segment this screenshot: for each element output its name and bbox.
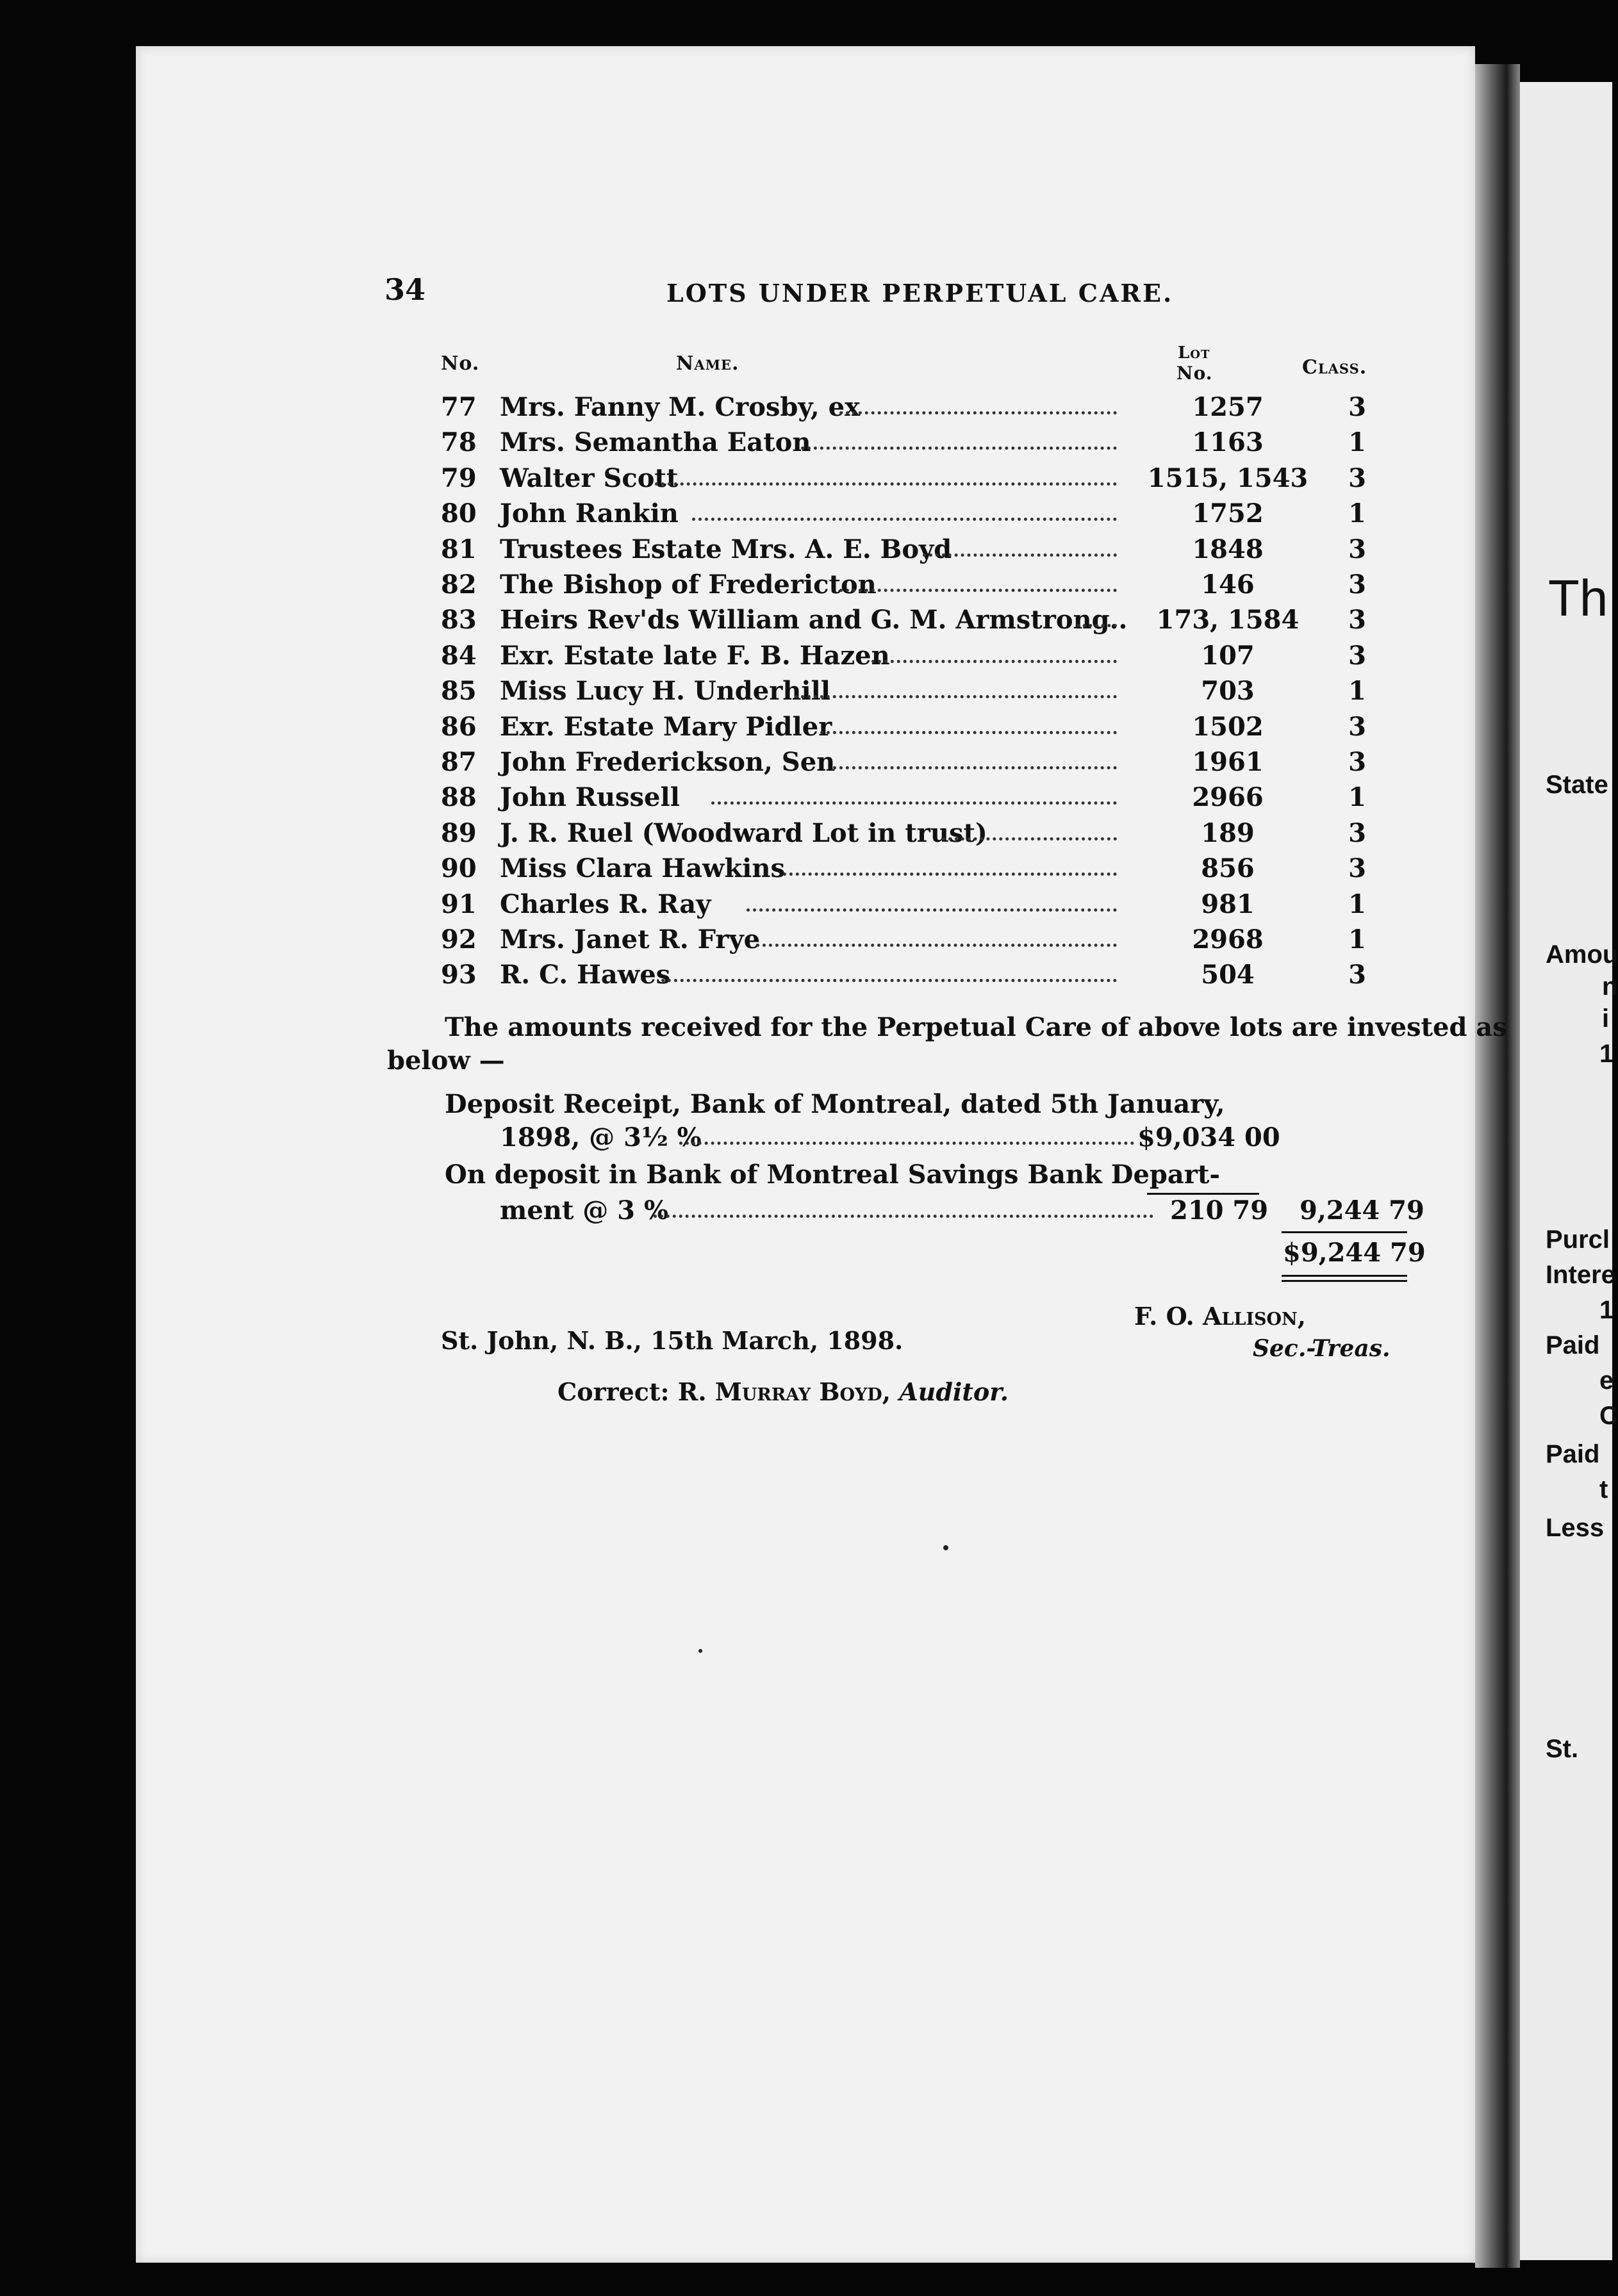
place-date: St. John, N. B., 15th March, 1898. bbox=[441, 1326, 904, 1355]
row-number: 80 bbox=[441, 498, 477, 529]
lot-number: 1961 bbox=[1192, 747, 1264, 777]
leader-dots bbox=[692, 518, 1117, 521]
facing-text-fragment: C bbox=[1599, 1402, 1618, 1430]
lot-class: 3 bbox=[1348, 534, 1366, 564]
table-row bbox=[441, 853, 1376, 889]
facing-text-fragment: n bbox=[1602, 972, 1618, 1001]
leader-dots bbox=[747, 908, 1117, 912]
print-speck bbox=[943, 1545, 948, 1550]
lot-class: 3 bbox=[1348, 640, 1366, 671]
total-rule bbox=[1282, 1231, 1407, 1233]
row-number: 81 bbox=[441, 534, 477, 564]
leader-dots bbox=[756, 944, 1117, 947]
leader-dots bbox=[923, 554, 1117, 557]
table-row bbox=[441, 570, 1376, 605]
lot-number: 1163 bbox=[1192, 427, 1264, 458]
lot-number: 189 bbox=[1201, 817, 1255, 848]
lot-number: 981 bbox=[1201, 889, 1255, 919]
savings-deposit-amount: 210 79 bbox=[1170, 1195, 1269, 1226]
deposit-receipt-amount: $9,034 00 bbox=[1137, 1122, 1280, 1152]
lot-class: 3 bbox=[1348, 747, 1366, 777]
column-header-lot: Lot bbox=[1178, 343, 1210, 363]
facing-text-fragment: St. bbox=[1546, 1735, 1579, 1763]
lot-owner-name: Mrs. Fanny M. Crosby, ex bbox=[500, 392, 860, 422]
facing-text-fragment: 1 bbox=[1599, 1040, 1614, 1068]
column-header-lot-no: No. bbox=[1176, 363, 1213, 384]
lot-owner-name: Heirs Rev'ds William and G. M. Armstrong.. bbox=[500, 605, 1128, 636]
lot-owner-name: Exr. Estate late F. B. Hazen bbox=[500, 640, 890, 671]
lot-class: 1 bbox=[1348, 498, 1366, 529]
double-rule-top bbox=[1282, 1275, 1407, 1277]
row-number: 85 bbox=[441, 676, 477, 707]
subtotal-amount: 9,244 79 bbox=[1300, 1195, 1424, 1226]
lot-owner-name: Mrs. Janet R. Frye bbox=[500, 924, 761, 955]
leader-dots bbox=[654, 1215, 1153, 1218]
correct-label: Correct: bbox=[557, 1377, 670, 1406]
table-row bbox=[441, 747, 1376, 782]
leader-dots bbox=[820, 731, 1117, 734]
lot-owner-name: R. C. Hawes bbox=[500, 960, 671, 990]
lot-class: 1 bbox=[1348, 676, 1366, 707]
book-gutter bbox=[1475, 64, 1520, 2268]
lot-owner-name: John Rankin bbox=[500, 498, 679, 529]
facing-text-fragment: t bbox=[1599, 1475, 1608, 1504]
facing-text-fragment: Less bbox=[1546, 1514, 1605, 1542]
lot-number: 703 bbox=[1201, 676, 1255, 707]
table-row bbox=[441, 605, 1376, 640]
table-row bbox=[441, 392, 1376, 427]
leader-dots bbox=[655, 482, 1117, 486]
deposit-receipt-line: Deposit Receipt, Bank of Montreal, dated 5th January, bbox=[445, 1089, 1225, 1119]
lot-class: 3 bbox=[1348, 817, 1366, 848]
lot-class: 3 bbox=[1348, 463, 1366, 493]
lot-number: 1257 bbox=[1192, 392, 1264, 422]
table-row bbox=[441, 960, 1376, 995]
leader-dots bbox=[839, 411, 1117, 414]
leader-dots bbox=[783, 873, 1117, 876]
column-header-name: Name. bbox=[676, 352, 739, 375]
row-number: 91 bbox=[441, 889, 477, 919]
lot-number: 2966 bbox=[1192, 782, 1264, 813]
lot-class: 1 bbox=[1348, 782, 1366, 813]
lot-owner-name: Miss Clara Hawkins bbox=[500, 853, 785, 884]
table-row bbox=[441, 498, 1376, 534]
lot-class: 1 bbox=[1348, 924, 1366, 955]
table-row bbox=[441, 712, 1376, 747]
leader-dots bbox=[833, 766, 1117, 769]
print-speck bbox=[698, 1649, 702, 1653]
column-header-class: Class. bbox=[1302, 356, 1367, 379]
lot-owner-name: Walter Scott bbox=[500, 463, 679, 493]
sum-rule bbox=[1147, 1193, 1259, 1195]
lot-class: 3 bbox=[1348, 960, 1366, 990]
row-number: 78 bbox=[441, 427, 477, 458]
lot-class: 3 bbox=[1348, 570, 1366, 600]
table-row bbox=[441, 641, 1376, 676]
facing-text-fragment: Paid bbox=[1546, 1440, 1600, 1468]
row-number: 92 bbox=[441, 924, 477, 955]
lot-owner-name: Miss Lucy H. Underhill bbox=[500, 676, 830, 707]
lot-number: 146 bbox=[1201, 570, 1255, 600]
auditor-line bbox=[557, 1377, 1009, 1406]
facing-heading-fragment: Th bbox=[1548, 570, 1608, 627]
table-row bbox=[441, 818, 1376, 853]
page-title: LOTS UNDER PERPETUAL CARE. bbox=[666, 279, 1174, 308]
lot-owner-name: John Russell bbox=[500, 782, 680, 813]
leader-dots bbox=[801, 447, 1117, 450]
row-number: 83 bbox=[441, 605, 477, 636]
signatory-name: F. O. Allison, bbox=[1134, 1302, 1306, 1331]
leader-dots bbox=[942, 837, 1117, 840]
row-number: 90 bbox=[441, 853, 477, 884]
auditor-name: R. Murray Boyd, bbox=[677, 1377, 891, 1406]
facing-text-fragment: Amou bbox=[1546, 940, 1618, 969]
lot-number: 856 bbox=[1201, 853, 1255, 884]
lot-owner-name: Mrs. Semantha Eaton bbox=[500, 427, 811, 458]
table-row bbox=[441, 676, 1376, 711]
lot-class: 1 bbox=[1348, 427, 1366, 458]
lot-number: 2968 bbox=[1192, 924, 1264, 955]
total-amount: $9,244 79 bbox=[1283, 1238, 1426, 1268]
row-number: 82 bbox=[441, 570, 477, 600]
leader-dots bbox=[1077, 624, 1117, 627]
lot-number: 1515, 1543 bbox=[1147, 463, 1308, 493]
facing-text-fragment: State bbox=[1546, 771, 1608, 799]
row-number: 79 bbox=[441, 463, 477, 493]
lot-owner-name: John Frederickson, Sen bbox=[500, 747, 836, 777]
facing-text-fragment: e bbox=[1599, 1366, 1614, 1395]
facing-text-fragment: Paid bbox=[1546, 1331, 1600, 1359]
lot-owner-name: Exr. Estate Mary Pidler bbox=[500, 711, 832, 742]
table-row bbox=[441, 463, 1376, 498]
facing-text-fragment: 1 bbox=[1599, 1296, 1614, 1324]
lot-number: 107 bbox=[1201, 640, 1255, 671]
leader-dots bbox=[661, 979, 1117, 982]
lot-number: 173, 1584 bbox=[1156, 605, 1300, 636]
facing-text-fragment: Purcl bbox=[1546, 1226, 1610, 1254]
lot-number: 504 bbox=[1201, 960, 1255, 990]
row-number: 86 bbox=[441, 711, 477, 742]
table-row bbox=[441, 427, 1376, 463]
savings-deposit-rate: ment @ 3 % bbox=[500, 1195, 668, 1226]
deposit-receipt-rate: 1898, @ 3½ % bbox=[500, 1122, 702, 1152]
table-row bbox=[441, 782, 1376, 817]
lot-class: 3 bbox=[1348, 392, 1366, 422]
table-row bbox=[441, 924, 1376, 960]
row-number: 88 bbox=[441, 782, 477, 813]
lot-number: 1848 bbox=[1192, 534, 1264, 564]
row-number: 77 bbox=[441, 392, 477, 422]
lot-number: 1502 bbox=[1192, 711, 1264, 742]
statement-intro: The amounts received for the Perpetual Care of above lots are invested as bbox=[445, 1012, 1507, 1042]
facing-text-fragment: i bbox=[1602, 1004, 1610, 1033]
lot-number: 1752 bbox=[1192, 498, 1264, 529]
facing-text-fragment: Intere bbox=[1546, 1261, 1615, 1289]
lot-class: 3 bbox=[1348, 605, 1366, 636]
lot-owner-name: Charles R. Ray bbox=[500, 889, 711, 919]
savings-deposit-line: On deposit in Bank of Montreal Savings Bank Depart- bbox=[445, 1160, 1220, 1190]
page-number: 34 bbox=[384, 272, 426, 307]
lot-class: 3 bbox=[1348, 853, 1366, 884]
facing-page bbox=[1520, 82, 1618, 2260]
lot-owner-name: Trustees Estate Mrs. A. E. Boyd bbox=[500, 534, 952, 564]
lot-class: 1 bbox=[1348, 889, 1366, 919]
auditor-title: Auditor. bbox=[899, 1377, 1009, 1406]
leader-dots bbox=[795, 695, 1117, 698]
lot-owner-name: The Bishop of Fredericton bbox=[500, 570, 877, 600]
row-number: 89 bbox=[441, 817, 477, 848]
row-number: 87 bbox=[441, 747, 477, 777]
signatory-title: Sec.-Treas. bbox=[1253, 1335, 1391, 1362]
leader-dots bbox=[679, 1142, 1134, 1145]
table-row bbox=[441, 889, 1376, 924]
row-number: 84 bbox=[441, 640, 477, 671]
left-page bbox=[136, 46, 1475, 2263]
lot-class: 3 bbox=[1348, 711, 1366, 742]
row-number: 93 bbox=[441, 960, 477, 990]
leader-dots bbox=[871, 660, 1117, 663]
lot-owner-name: J. R. Ruel (Woodward Lot in trust) bbox=[500, 817, 987, 848]
column-header-no: No. bbox=[441, 352, 480, 375]
table-row bbox=[441, 534, 1376, 570]
statement-intro-continued: below — bbox=[387, 1046, 505, 1076]
double-rule-bottom bbox=[1282, 1280, 1407, 1282]
leader-dots bbox=[711, 801, 1117, 805]
leader-dots bbox=[839, 589, 1117, 592]
